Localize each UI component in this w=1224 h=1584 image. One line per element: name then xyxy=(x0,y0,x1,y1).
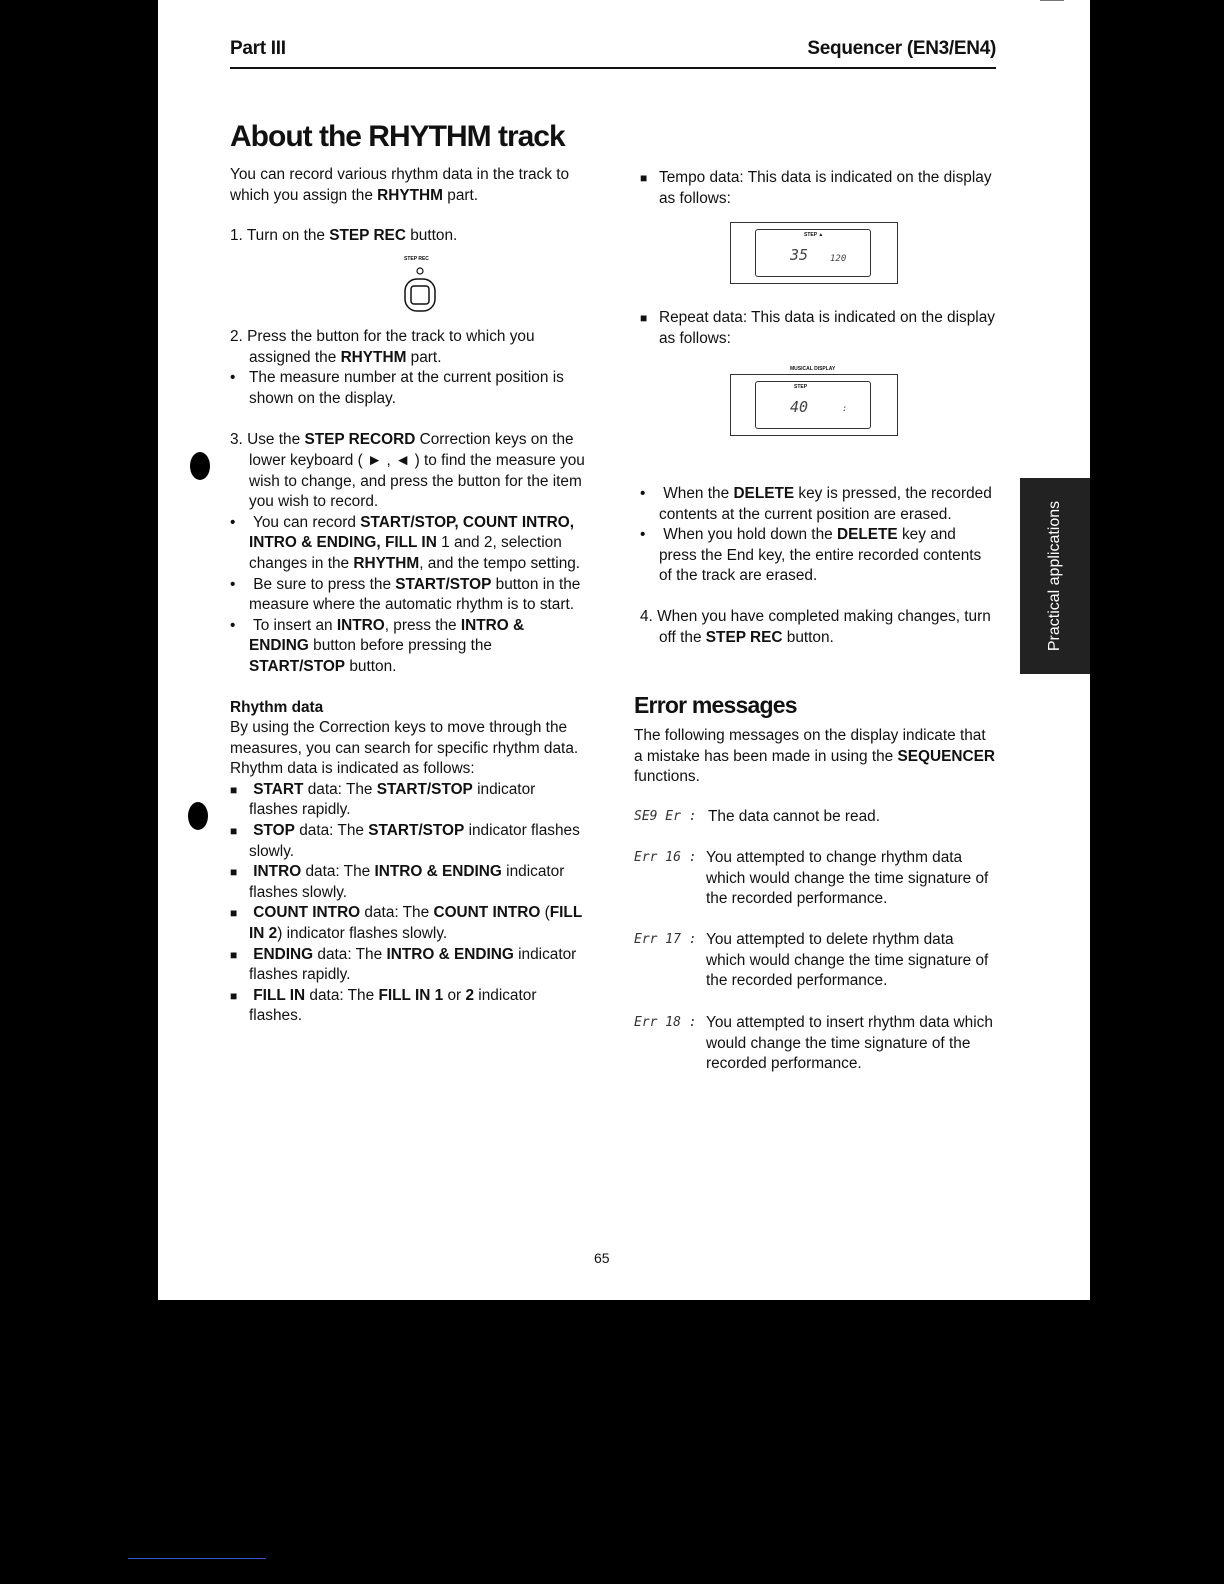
error-messages-heading: Error messages xyxy=(634,692,797,718)
step-2: 2. Press the button for the track to which you assigned the RHYTHM part. xyxy=(230,328,535,366)
left-column xyxy=(230,165,586,247)
repeat-display-digits: 40 xyxy=(790,398,809,416)
tempo-display-label: STEP ▲ xyxy=(804,232,824,238)
rhythm-data-intro: By using the Correction keys to move through the measures, you can search for specific rhythm data. Rhythm data is indicated as follows: xyxy=(230,719,579,778)
step-1: 1. Turn on the STEP REC button. xyxy=(230,227,458,245)
step-3-bullet-2: • Be sure to press the START/STOP button in the measure where the automatic rhythm is to start. xyxy=(230,575,586,616)
repeat-display-label: STEP xyxy=(794,384,808,390)
repeat-display-value: : xyxy=(842,404,848,414)
page-number: 65 xyxy=(594,1250,610,1266)
scan-line xyxy=(128,1558,266,1559)
repeat-item xyxy=(640,308,996,349)
delete-bullet-2: • When you hold down the DELETE key and press the End key, the entire recorded contents of the track are erased. xyxy=(640,525,996,587)
step-3-bullet-1: • You can record START/STOP, COUNT INTRO, INTRO & ENDING, FILL IN 1 and 2, selection changes in the RHYTHM, and the tempo setting. xyxy=(230,513,586,575)
tempo-display-value: 120 xyxy=(830,254,847,264)
rhythm-item-fill-in: ■ FILL IN data: The FILL IN 1 or 2 indicator flashes. xyxy=(230,986,586,1027)
step-rec-button-icon xyxy=(402,266,438,316)
tempo-display-digits: 35 xyxy=(790,246,809,264)
left-column-steps xyxy=(230,327,586,1027)
repeat-display-screen xyxy=(755,381,871,429)
error-text: You attempted to change rhythm data which would change the time signature of the recorded performance. xyxy=(706,849,989,908)
error-code: Err 18 : xyxy=(634,1015,697,1030)
error-code: Err 16 : xyxy=(634,850,697,865)
tempo-display-screen xyxy=(755,229,871,277)
rhythm-item-ending: ■ ENDING data: The INTRO & ENDING indicator flashes rapidly. xyxy=(230,945,586,986)
error-code: Err 17 : xyxy=(634,932,697,947)
tempo-text: ■ Tempo data: This data is indicated on the display as follows: xyxy=(640,168,996,209)
repeat-display-top-label: MUSICAL DISPLAY xyxy=(790,366,836,372)
step-3: 3. Use the STEP RECORD Correction keys on the lower keyboard ( ► , ◄ ) to find the measure you wish to change, and press the button for the item you wish to record. xyxy=(230,431,585,511)
repeat-text: ■ Repeat data: This data is indicated on the display as follows: xyxy=(640,308,996,349)
tempo-display xyxy=(730,222,898,284)
rhythm-data-heading: Rhythm data xyxy=(230,698,324,716)
repeat-display xyxy=(730,374,898,436)
header-part: Part III xyxy=(230,38,286,59)
rhythm-item-count-intro: ■ COUNT INTRO data: The COUNT INTRO (FILL IN 2) indicator flashes slowly. xyxy=(230,903,586,944)
manual-page xyxy=(158,0,1090,1300)
binding-hole-mark xyxy=(188,802,208,830)
delete-section xyxy=(640,484,996,648)
error-text: The data cannot be read. xyxy=(708,808,880,825)
step-rec-label: STEP REC xyxy=(404,256,429,262)
rhythm-item-stop: ■ STOP data: The START/STOP indicator flashes slowly. xyxy=(230,821,586,862)
rhythm-item-intro: ■ INTRO data: The INTRO & ENDING indicator flashes slowly. xyxy=(230,862,586,903)
tempo-item xyxy=(640,168,996,209)
step-3-bullet-3: • To insert an INTRO, press the INTRO & ENDING button before pressing the START/STOP button. xyxy=(230,616,586,678)
error-code: SE9 Er : xyxy=(634,809,697,824)
section-tab-label: Practical applications xyxy=(1046,500,1063,652)
page-title: About the RHYTHM track xyxy=(230,120,565,153)
header-rule xyxy=(230,67,996,69)
error-text: You attempted to insert rhythm data which would change the time signature of the recorded performance. xyxy=(706,1014,993,1073)
error-text: You attempted to delete rhythm data which would change the time signature of the recorded performance. xyxy=(706,931,989,990)
error-intro: The following messages on the display indicate that a mistake has been made in using the SEQUENCER functions. xyxy=(634,727,996,786)
binding-hole-mark xyxy=(190,452,210,480)
section-tab xyxy=(1020,478,1090,674)
step-4: 4. When you have completed making changes, turn off the STEP REC button. xyxy=(640,607,991,646)
step-2-bullet: • The measure number at the current position is shown on the display. xyxy=(230,368,586,409)
delete-bullet-1: • When the DELETE key is pressed, the recorded contents at the current position are erased. xyxy=(640,484,996,525)
rhythm-item-start: ■ START data: The START/STOP indicator flashes rapidly. xyxy=(230,780,586,821)
scan-mark xyxy=(1040,0,1064,1)
header-section: Sequencer (EN3/EN4) xyxy=(807,38,996,59)
intro-paragraph: You can record various rhythm data in the track to which you assign the RHYTHM part. xyxy=(230,166,570,204)
